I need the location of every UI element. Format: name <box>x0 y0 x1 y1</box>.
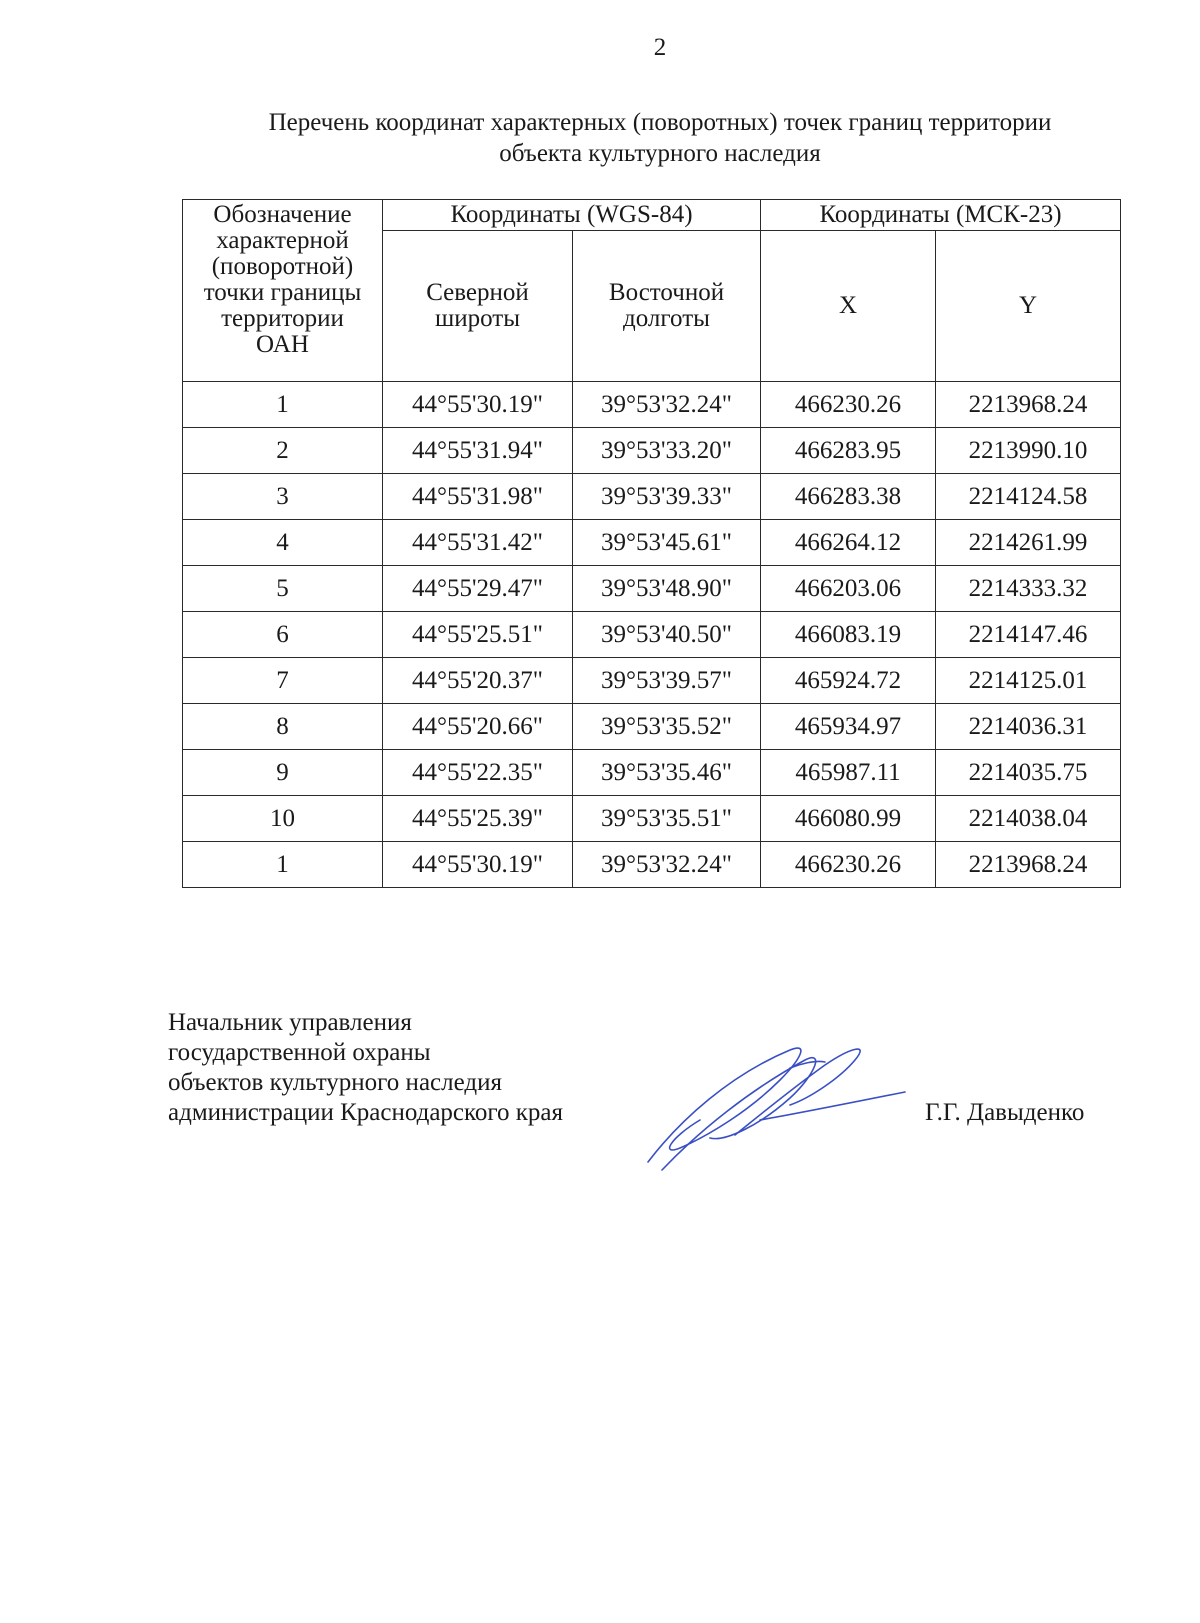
cell-x: 466083.19 <box>761 612 936 658</box>
cell-north-latitude: 44°55'20.66" <box>383 704 573 750</box>
header-wgs84: Координаты (WGS-84) <box>383 200 761 231</box>
cell-y: 2214125.01 <box>936 658 1121 704</box>
cell-x: 466230.26 <box>761 842 936 888</box>
cell-y: 2213968.24 <box>936 382 1121 428</box>
header-east-line: долготы <box>623 305 710 332</box>
cell-north-latitude: 44°55'25.39" <box>383 796 573 842</box>
header-y: Y <box>936 231 1121 382</box>
cell-east-longitude: 39°53'45.61" <box>573 520 761 566</box>
cell-east-longitude: 39°53'35.51" <box>573 796 761 842</box>
document-title-line-1: Перечень координат характерных (поворотных) точек границ территории <box>268 109 1052 136</box>
cell-north-latitude: 44°55'30.19" <box>383 842 573 888</box>
document-title <box>160 107 1160 169</box>
header-east-longitude <box>573 231 761 382</box>
header-north-line: широты <box>434 305 521 332</box>
cell-north-latitude: 44°55'25.51" <box>383 612 573 658</box>
header-east-line: Восточной <box>608 279 725 306</box>
table-row <box>183 428 1121 474</box>
cell-east-longitude: 39°53'32.24" <box>573 382 761 428</box>
cell-point-number: 7 <box>183 658 383 704</box>
page-number: 2 <box>653 34 667 61</box>
cell-y: 2214333.32 <box>936 566 1121 612</box>
cell-point-number: 1 <box>183 382 383 428</box>
cell-east-longitude: 39°53'39.57" <box>573 658 761 704</box>
signer-position <box>168 1008 563 1128</box>
document-title-line-2: объекта культурного наследия <box>499 140 821 167</box>
cell-point-number: 6 <box>183 612 383 658</box>
table-row <box>183 704 1121 750</box>
cell-north-latitude: 44°55'31.94" <box>383 428 573 474</box>
cell-north-latitude: 44°55'20.37" <box>383 658 573 704</box>
cell-north-latitude: 44°55'22.35" <box>383 750 573 796</box>
table-row <box>183 612 1121 658</box>
cell-x: 465924.72 <box>761 658 936 704</box>
cell-x: 466283.38 <box>761 474 936 520</box>
cell-x: 466080.99 <box>761 796 936 842</box>
cell-y: 2214038.04 <box>936 796 1121 842</box>
cell-north-latitude: 44°55'30.19" <box>383 382 573 428</box>
cell-point-number: 3 <box>183 474 383 520</box>
signer-position-line: государственной охраны <box>168 1039 431 1066</box>
signer-name: Г.Г. Давыденко <box>925 1099 1085 1126</box>
table-row <box>183 842 1121 888</box>
header-north-latitude <box>383 231 573 382</box>
cell-y: 2213990.10 <box>936 428 1121 474</box>
signer-position-line: администрации Краснодарского края <box>168 1099 564 1126</box>
cell-point-number: 1 <box>183 842 383 888</box>
cell-point-number: 5 <box>183 566 383 612</box>
cell-point-number: 8 <box>183 704 383 750</box>
header-point-line: точки границы <box>203 279 362 306</box>
cell-east-longitude: 39°53'33.20" <box>573 428 761 474</box>
table-row <box>183 566 1121 612</box>
cell-point-number: 9 <box>183 750 383 796</box>
cell-east-longitude: 39°53'48.90" <box>573 566 761 612</box>
cell-north-latitude: 44°55'31.42" <box>383 520 573 566</box>
header-point-designation <box>183 200 383 382</box>
cell-x: 465934.97 <box>761 704 936 750</box>
cell-x: 466203.06 <box>761 566 936 612</box>
cell-x: 466230.26 <box>761 382 936 428</box>
cell-east-longitude: 39°53'35.46" <box>573 750 761 796</box>
handwritten-signature <box>640 1020 910 1180</box>
cell-y: 2214035.75 <box>936 750 1121 796</box>
cell-x: 465987.11 <box>761 750 936 796</box>
cell-point-number: 4 <box>183 520 383 566</box>
signer-position-line: объектов культурного наследия <box>168 1069 502 1096</box>
header-point-line: территории <box>221 305 344 332</box>
cell-y: 2214124.58 <box>936 474 1121 520</box>
header-point-line: ОАН <box>256 331 309 358</box>
cell-point-number: 2 <box>183 428 383 474</box>
table-row <box>183 658 1121 704</box>
cell-north-latitude: 44°55'31.98" <box>383 474 573 520</box>
cell-x: 466264.12 <box>761 520 936 566</box>
header-x: X <box>761 231 936 382</box>
table-row <box>183 796 1121 842</box>
cell-x: 466283.95 <box>761 428 936 474</box>
cell-point-number: 10 <box>183 796 383 842</box>
coordinates-table-body <box>183 382 1121 888</box>
table-row <box>183 474 1121 520</box>
coordinates-table <box>182 199 1121 888</box>
cell-north-latitude: 44°55'29.47" <box>383 566 573 612</box>
cell-east-longitude: 39°53'32.24" <box>573 842 761 888</box>
cell-y: 2214036.31 <box>936 704 1121 750</box>
cell-y: 2214261.99 <box>936 520 1121 566</box>
header-point-line: Обозначение <box>213 201 352 228</box>
cell-y: 2213968.24 <box>936 842 1121 888</box>
header-point-line: (поворотной) <box>211 253 354 280</box>
signer-position-line: Начальник управления <box>168 1009 412 1036</box>
table-row <box>183 520 1121 566</box>
cell-east-longitude: 39°53'35.52" <box>573 704 761 750</box>
header-msk23: Координаты (МСК-23) <box>761 200 1121 231</box>
header-point-line: характерной <box>216 227 349 254</box>
cell-east-longitude: 39°53'40.50" <box>573 612 761 658</box>
table-row <box>183 750 1121 796</box>
table-row <box>183 382 1121 428</box>
header-north-line: Северной <box>426 279 529 306</box>
cell-y: 2214147.46 <box>936 612 1121 658</box>
cell-east-longitude: 39°53'39.33" <box>573 474 761 520</box>
